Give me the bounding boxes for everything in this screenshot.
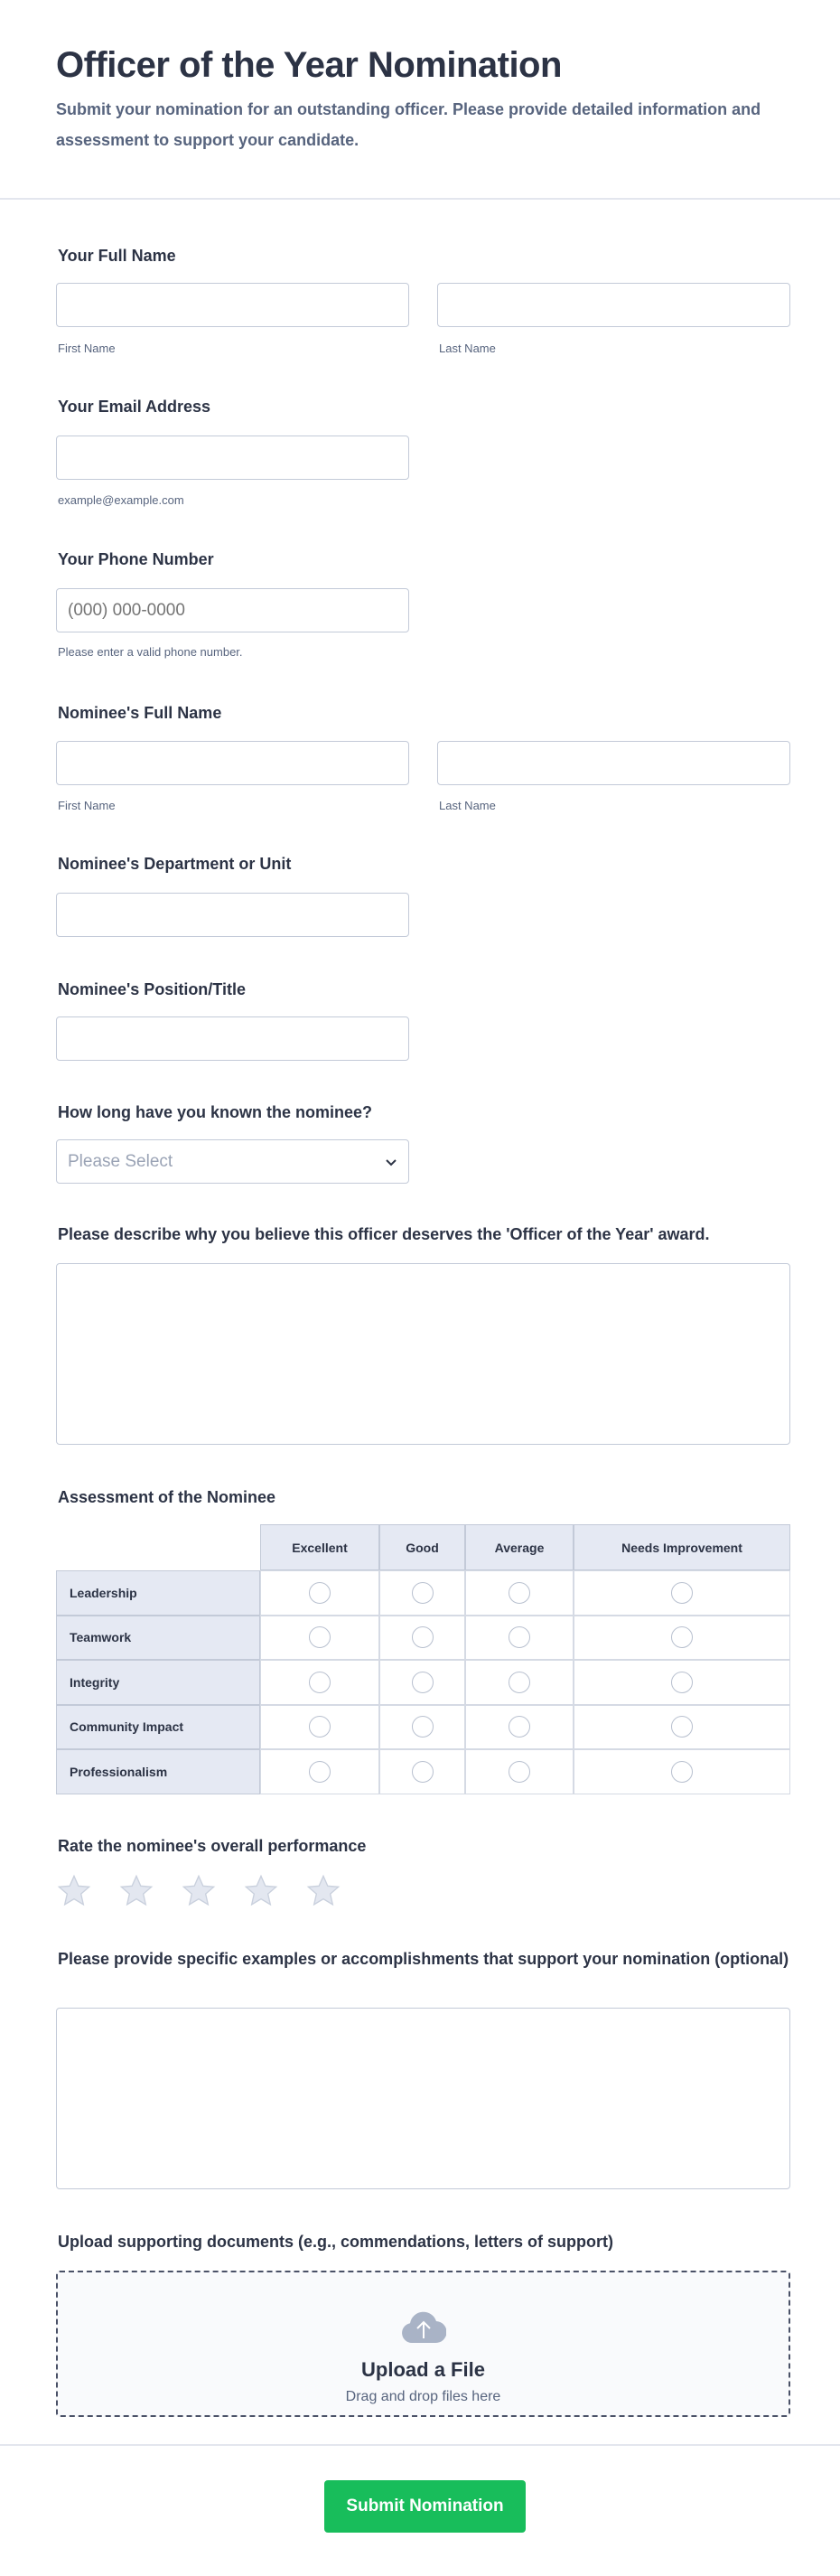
known-select[interactable] xyxy=(56,1139,409,1184)
department-input[interactable] xyxy=(56,893,409,937)
page-subtitle: Submit your nomination for an outstanding officer. Please provide detailed information and assessment to support your candidate. xyxy=(56,100,761,149)
matrix-radio[interactable] xyxy=(671,1626,693,1648)
nominee-first-sublabel: First Name xyxy=(58,799,116,812)
describe-label: Please describe why you believe this officer deserves the 'Officer of the Year' award. xyxy=(58,1225,710,1243)
matrix-radio[interactable] xyxy=(671,1761,693,1783)
file-upload-dropzone[interactable] xyxy=(56,2271,790,2417)
nominee-last-sublabel: Last Name xyxy=(439,799,496,812)
matrix-column-header: Average xyxy=(465,1524,574,1570)
matrix-cell xyxy=(465,1616,574,1661)
matrix-radio[interactable] xyxy=(412,1582,434,1604)
your-name-label: Your Full Name xyxy=(58,247,176,265)
matrix-radio[interactable] xyxy=(412,1672,434,1693)
matrix-radio[interactable] xyxy=(509,1672,530,1693)
matrix-column-header: Good xyxy=(379,1524,465,1570)
position-input[interactable] xyxy=(56,1016,409,1061)
matrix-cell xyxy=(574,1660,790,1705)
matrix-cell xyxy=(260,1660,379,1705)
assessment-label: Assessment of the Nominee xyxy=(58,1488,276,1506)
matrix-cell xyxy=(379,1570,465,1616)
matrix-row xyxy=(56,1570,790,1616)
matrix-row xyxy=(56,1749,790,1794)
matrix-column-header: Excellent xyxy=(260,1524,379,1570)
star-rating-icon[interactable] xyxy=(56,1873,92,1909)
matrix-radio[interactable] xyxy=(412,1716,434,1738)
star-rating-icon[interactable] xyxy=(305,1873,341,1909)
matrix-cell xyxy=(465,1660,574,1705)
matrix-radio[interactable] xyxy=(309,1761,331,1783)
matrix-cell xyxy=(574,1705,790,1750)
footer-divider xyxy=(0,2444,840,2446)
known-label: How long have you known the nominee? xyxy=(58,1103,373,1121)
matrix-radio[interactable] xyxy=(412,1626,434,1648)
matrix-cell xyxy=(379,1749,465,1794)
submit-nomination-button[interactable]: Submit Nomination xyxy=(324,2480,526,2533)
nominee-first-name-input[interactable] xyxy=(56,741,409,785)
matrix-cell xyxy=(379,1660,465,1705)
chevron-down-icon xyxy=(385,1157,397,1166)
matrix-row-label: Community Impact xyxy=(56,1705,260,1750)
matrix-row-label: Integrity xyxy=(56,1660,260,1705)
matrix-radio[interactable] xyxy=(671,1716,693,1738)
examples-textarea[interactable] xyxy=(56,2008,790,2189)
department-label: Nominee's Department or Unit xyxy=(58,855,292,873)
matrix-radio[interactable] xyxy=(509,1761,530,1783)
matrix-radio[interactable] xyxy=(309,1716,331,1738)
matrix-cell xyxy=(574,1749,790,1794)
matrix-row xyxy=(56,1616,790,1661)
matrix-radio[interactable] xyxy=(309,1626,331,1648)
matrix-radio[interactable] xyxy=(309,1582,331,1604)
matrix-radio[interactable] xyxy=(671,1672,693,1693)
matrix-cell xyxy=(574,1570,790,1616)
rating-label: Rate the nominee's overall performance xyxy=(58,1837,367,1855)
your-first-name-input[interactable] xyxy=(56,283,409,327)
matrix-cell xyxy=(379,1616,465,1661)
matrix-row-label: Professionalism xyxy=(56,1749,260,1794)
matrix-column-header: Needs Improvement xyxy=(574,1524,790,1570)
matrix-cell xyxy=(465,1570,574,1616)
your-last-name-input[interactable] xyxy=(437,283,790,327)
matrix-cell xyxy=(465,1749,574,1794)
matrix-radio[interactable] xyxy=(509,1626,530,1648)
matrix-row xyxy=(56,1705,790,1750)
matrix-cell xyxy=(260,1749,379,1794)
cloud-upload-icon xyxy=(401,2309,446,2345)
matrix-cell xyxy=(260,1705,379,1750)
phone-label: Your Phone Number xyxy=(58,550,214,568)
matrix-row-label: Teamwork xyxy=(56,1616,260,1661)
describe-textarea[interactable] xyxy=(56,1263,790,1445)
page-title: Officer of the Year Nomination xyxy=(56,45,562,85)
email-label: Your Email Address xyxy=(58,398,211,416)
email-sublabel: example@example.com xyxy=(58,493,184,507)
examples-label: Please provide specific examples or accomplishments that support your nomination (optional) xyxy=(58,1950,789,1968)
header-divider xyxy=(0,198,840,200)
nominee-name-label: Nominee's Full Name xyxy=(58,704,222,722)
upload-label: Upload supporting documents (e.g., commendations, letters of support) xyxy=(58,2233,614,2251)
matrix-corner xyxy=(56,1524,260,1570)
upload-title: Upload a File xyxy=(361,2358,485,2381)
upload-hint: Drag and drop files here xyxy=(345,2389,501,2404)
matrix-row-label: Leadership xyxy=(56,1570,260,1616)
star-rating-icon[interactable] xyxy=(118,1873,154,1909)
phone-sublabel: Please enter a valid phone number. xyxy=(58,645,243,659)
first-name-sublabel: First Name xyxy=(58,342,116,355)
matrix-radio[interactable] xyxy=(412,1761,434,1783)
matrix-row xyxy=(56,1660,790,1705)
matrix-cell xyxy=(260,1616,379,1661)
matrix-radio[interactable] xyxy=(309,1672,331,1693)
last-name-sublabel: Last Name xyxy=(439,342,496,355)
matrix-cell xyxy=(260,1570,379,1616)
position-label: Nominee's Position/Title xyxy=(58,980,246,998)
star-rating-icon[interactable] xyxy=(243,1873,279,1909)
star-rating-icon[interactable] xyxy=(181,1873,217,1909)
phone-input[interactable] xyxy=(56,588,409,632)
matrix-cell xyxy=(465,1705,574,1750)
matrix-radio[interactable] xyxy=(671,1582,693,1604)
email-input[interactable] xyxy=(56,436,409,480)
known-select-value: Please Select xyxy=(68,1151,173,1171)
matrix-radio[interactable] xyxy=(509,1582,530,1604)
matrix-cell xyxy=(574,1616,790,1661)
assessment-matrix xyxy=(56,1524,790,1794)
matrix-cell xyxy=(379,1705,465,1750)
nominee-last-name-input[interactable] xyxy=(437,741,790,785)
matrix-radio[interactable] xyxy=(509,1716,530,1738)
